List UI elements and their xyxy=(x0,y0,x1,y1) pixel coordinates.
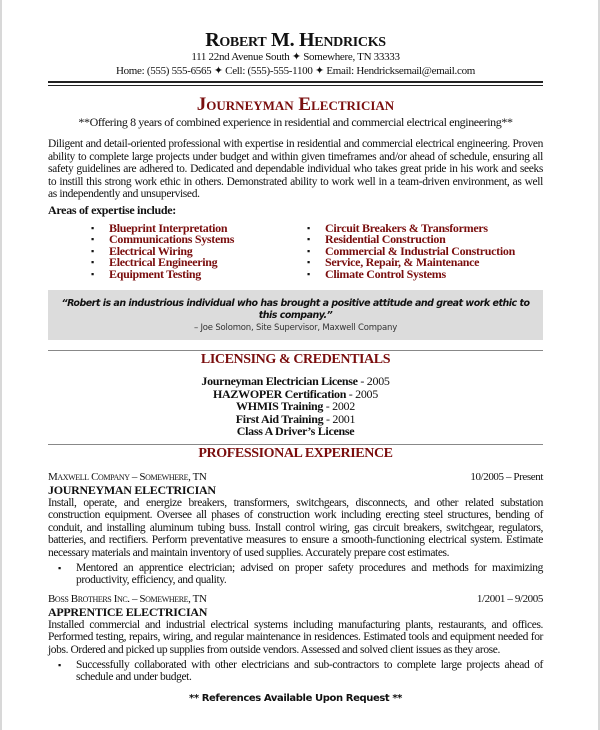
testimonial-author: – Joe Solomon, Site Supervisor, Maxwell Company xyxy=(193,323,398,333)
credential-name: Journeyman Electrician License xyxy=(201,374,358,388)
summary: Diligent and detail-oriented professional with expertise in residential and commercial electrical engineering. Proven ability to complete large projects under budget and within given timeframes and/or ahead of schedule, ensuring all safety guidelines are adhered to. Dedicated and dependable individual who takes great pride in his work and seeks to instill this strong work ethic in others. Demonstrated ability to work well in a team-driven environment, as well as independently and unsupervised. xyxy=(48,138,543,201)
list-item: ▪ Electrical Engineering xyxy=(91,257,307,268)
job-position: APPRENTICE ELECTRICIAN xyxy=(48,604,208,619)
references-note: ** References Available Upon Request ** xyxy=(189,692,402,704)
job-title-heading: Journeyman Electrician xyxy=(196,94,395,115)
job-bullet: ▪ Mentored an apprentice electrician; advised on proper safety procedures and methods for maximizing productivity, efficiency, and quality. xyxy=(48,562,543,587)
expertise-list-right xyxy=(307,220,515,281)
job-bullet: ▪ Successfully collaborated with other electricians and sub-contractors to complete large projects ahead of schedule and under budget. xyxy=(48,659,543,684)
list-item: ▪ Equipment Testing xyxy=(91,269,307,280)
list-item: ▪ Circuit Breakers & Transformers xyxy=(307,223,515,234)
job-dates: 10/2005 – Present xyxy=(470,470,543,483)
subtitle: **Offering 8 years of combined experience in residential and commercial electrical engineering** xyxy=(78,115,513,129)
credential-name: WHMIS Training xyxy=(236,399,324,414)
experience-heading: PROFESSIONAL EXPERIENCE xyxy=(198,445,393,461)
credential xyxy=(48,425,543,438)
list-item: ▪ Residential Construction xyxy=(307,234,515,245)
job-details xyxy=(48,497,543,587)
testimonial-box xyxy=(48,290,543,340)
credential-name: HAZWOPER Certification xyxy=(213,386,347,401)
job-description: Installed commercial and industrial electrical systems including manufacturing plants, restaurants, and offices. Performed testing, repairs, wiring, and regular maintenance in residences. Estimated tools and equipment needed for jobs. Ordered and picked up supplies from outside vendors. Assessed and solved client issues as they arose. xyxy=(48,618,543,656)
job-details xyxy=(48,619,543,684)
credential-year: - 2001 xyxy=(323,411,356,426)
credentials-list xyxy=(48,375,543,438)
list-item: ▪ Service, Repair, & Maintenance xyxy=(307,257,515,268)
expertise-list-left xyxy=(91,220,307,281)
candidate-name: Robert M. Hendricks xyxy=(205,29,386,51)
list-item: ▪ Climate Control Systems xyxy=(307,269,515,280)
contact-info: Home: (555) 555-6565 ✦ Cell: (555)-555-1100 ✦ Email: Hendricksemail@email.com xyxy=(115,65,476,77)
header-divider xyxy=(48,81,543,86)
licensing-heading: LICENSING & CREDENTIALS xyxy=(200,352,391,367)
job-company: Boss Brothers Inc. – Somewhere, TN xyxy=(48,592,207,605)
credential-year: - 2005 xyxy=(357,374,390,388)
credential-year: - 2005 xyxy=(346,386,378,401)
list-item: ▪ Commercial & Industrial Construction xyxy=(307,246,515,257)
job-description: Install, operate, and energize breakers, transformers, switchgears, disconnects, and other related substation construction equipment. Oversee all phases of construction work including erecting steel structures, bending of conduit, and installing aluminum tubing buss. Install control wiring, gas circuit breakers, switchgear, regulators, batteries, and rectifiers. Perform preventative measures to ensure a smooth-functioning electrical system. Estimate necessary materials and maintain inventory of used supplies. Accurately prepare cost estimates. xyxy=(48,496,543,559)
list-item: ▪ Blueprint Interpretation xyxy=(91,223,307,234)
testimonial-quote: “Robert is an industrious individual who has brought a positive attitude and great work ethic to this company.” xyxy=(61,298,530,321)
credential-name: Class A Driver’s License xyxy=(236,424,355,439)
job-header xyxy=(48,471,543,483)
credential-name: First Aid Training xyxy=(235,411,324,426)
job-position: JOURNEYMAN ELECTRICIAN xyxy=(48,482,216,497)
job-entry xyxy=(48,471,543,587)
expertise-heading: Areas of expertise include: xyxy=(48,202,176,217)
job-header xyxy=(48,593,543,605)
address: 111 22nd Avenue South ✦ Somewhere, TN 33333 xyxy=(191,51,400,63)
list-item: ▪ Electrical Wiring xyxy=(91,246,307,257)
credential-year: - 2002 xyxy=(323,399,355,414)
job-dates: 1/2001 – 9/2005 xyxy=(476,592,543,605)
expertise-columns xyxy=(48,220,543,281)
job-entry xyxy=(48,593,543,684)
list-item: ▪ Communications Systems xyxy=(91,234,307,245)
job-company: Maxwell Company – Somewhere, TN xyxy=(48,470,207,483)
